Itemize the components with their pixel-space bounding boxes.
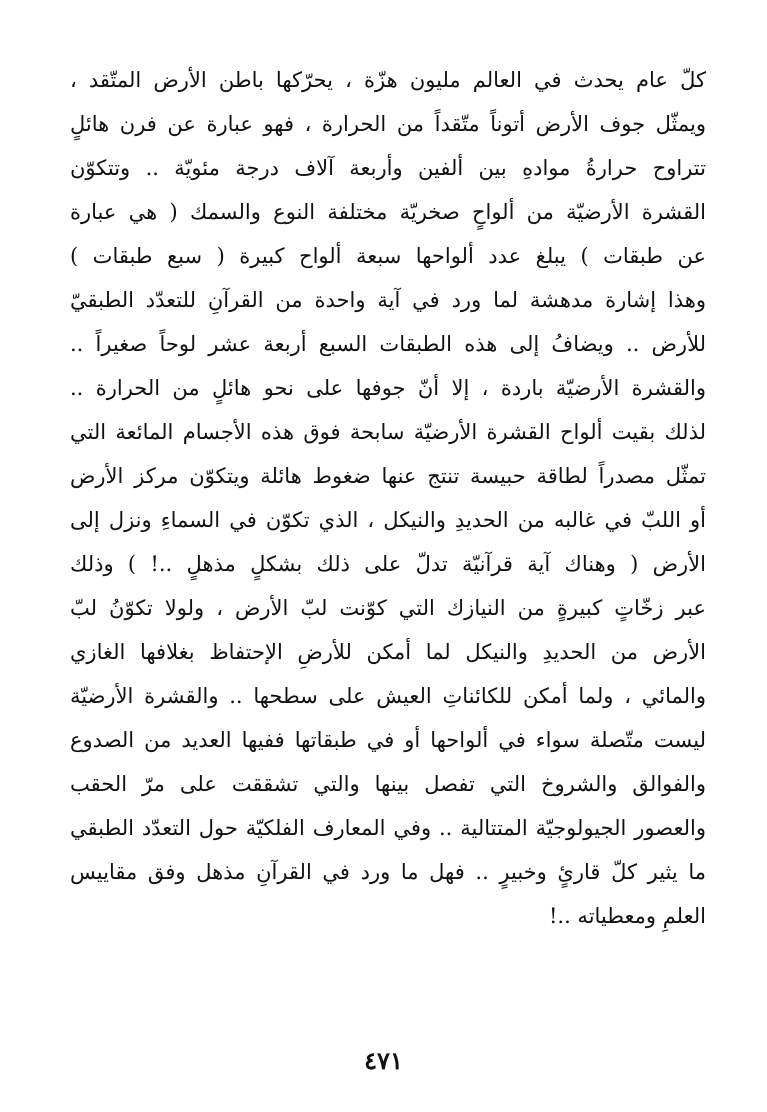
text-line: والعصور الجيولوجيّة المتتالية .. وفي المعارف الفلكيّة حول التعدّد الطبقي: [70, 816, 706, 840]
text-line: عبر زخّاتٍ كبيرةٍ من النيازك التي كوّنت لبّ الأرض ، ولولا تكوّنُ لبّ: [70, 596, 706, 620]
text-line: تمثّل مصدراً لطاقة حبيسة تنتج عنها ضغوط هائلة ويتكوّن مركز الأرض: [70, 464, 706, 488]
text-line: والقشرة الأرضيّة باردة ، إلا أنّ جوفها على نحو هائلٍ من الحرارة ..: [70, 376, 706, 400]
text-line: ويمثّل جوف الأرض أتوناً متّقداً من الحرارة ، فهو عبارة عن فرن هائلٍ: [70, 112, 706, 136]
text-line: أو اللبّ في غالبه من الحديدِ والنيكل ، الذي تكوّن في السماءِ ونزل إلى: [70, 508, 706, 532]
text-line-last: العلمِ ومعطياته ..!: [548, 904, 706, 928]
text-line: لذلك بقيت ألواح القشرة الأرضيّة سابحة فوق هذه الأجسام المائعة التي: [70, 420, 706, 444]
body-text: [70, 58, 706, 938]
text-line: للأرض .. ويضافُ إلى هذه الطبقات السبع أربعة عشر لوحاً صغيراً ..: [70, 332, 706, 356]
text-line: الأرض من الحديدِ والنيكل لما أمكن للأرضِ الإحتفاظ بغلافها الغازي: [70, 640, 706, 664]
page-number: ٤٧١: [364, 1046, 403, 1075]
text-line: ليست متّصلة سواء في ألواحها أو في طبقاتها ففيها العديد من الصدوع: [70, 728, 706, 752]
text-line: والفوالق والشروخ التي تفصل بينها والتي تشققت على مرّ الحقب: [70, 772, 706, 796]
text-line: تتراوح حرارةُ موادهِ بين ألفين وأربعة آلاف درجة مئويّة .. وتتكوّن: [70, 156, 706, 180]
text-line: ما يثير كلّ قارئٍ وخبيرٍ .. فهل ما ورد في القرآنِ مذهل وفق مقاييس: [70, 860, 706, 884]
text-line: عن طبقات ) يبلغ عدد ألواحها سبعة ألواح كبيرة ( سبع طبقات ): [70, 244, 706, 268]
text-line: الأرض ( وهناك آية قرآنيّة تدلّ على ذلك بشكلٍ مذهلٍ ..! ) وذلك: [70, 552, 706, 576]
text-line: القشرة الأرضيّة من ألواحٍ صخريّة مختلفة النوع والسمك ( هي عبارة: [70, 200, 706, 224]
text-line: والمائي ، ولما أمكن للكائناتِ العيش على سطحها .. والقشرة الأرضيّة: [70, 684, 706, 708]
text-line: كلّ عام يحدث في العالم مليون هزّة ، يحرّكها باطن الأرض المتّقد ،: [70, 68, 706, 92]
text-line: وهذا إشارة مدهشة لما ورد في آية واحدة من القرآنِ للتعدّد الطبقيّ: [70, 288, 706, 312]
